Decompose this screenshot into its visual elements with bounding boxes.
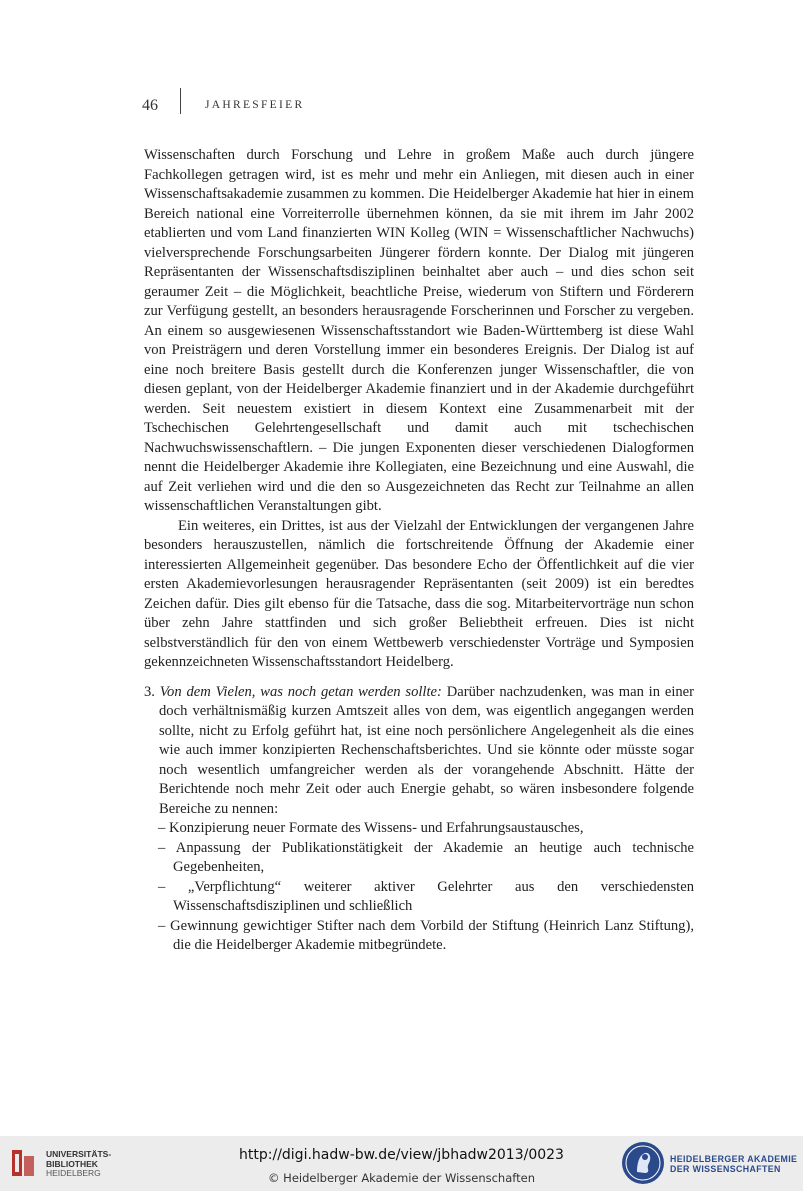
list-item: – Konzipierung neuer Formate des Wissens- und Erfahrungsaustausches, [158,820,584,836]
paragraph: Wissenschaften durch Forschung und Lehre in großem Maße auch durch jüngere Fachkollegen getragen wird, ist es mehr und mehr ein Anliegen, mit diesen auch in einer Wissenschaftsakademie zusammen zu kommen. Die Heidelberger Akademie hat hier in einem Bereich national eine Vorreiterrolle übernehmen können, da sie mit ihrem im Jahr 2002 etablierten und vom Land finanzierten WIN Kolleg (WIN = Wissenschaftlicher Nachwuchs) vielversprechende Forschungsarbeiten Jüngerer fördern konnte. Der Dialog mit jüngeren Repräsentanten der Wissenschaftsdisziplinen beinhaltet aber auch – und dies schon seit geraumer Zeit – die Möglichkeit, beachtliche Preise, wiederum von Stiftern und Förderern zur Verfügung gestellt, an besonders herausragende Forscherinnen und Forscher zu vergeben. An einem so ausgewiesenen Wissenschaftsstandort wie Baden-Württemberg ist diese Wahl von Preisträgern und deren Vorstellung immer ein besonderes Ereignis. Der Dialog ist auf eine noch breitere Basis gestellt durch die Konferenzen junger Wissenschaftler, die von diesen geplant, von der Heidelberger Akademie finanziert und in der Akademie durchgeführt werden. Seit neuestem existiert in diesem Kontext eine Zusammenarbeit mit der Tschechischen Gelehrtengesellschaft und damit auch mit tschechischen Nachwuchswissenschaftlern. – Die jungen Exponenten dieser verschiedenen Dialogformen nennt die Heidelberger Akademie ihre Kollegiaten, eine Bezeichnung und eine Auswahl, die auf Zeit verliehen wird und die den so Ausgezeichneten das Recht zur Teilnahme an allen wissenschaftlichen Veranstaltungen gibt. [144,147,694,514]
body-text [144,146,694,956]
hadw-logo-text [670,1154,797,1174]
hadw-logo[interactable] [620,1140,800,1188]
ub-logo-line: UNIVERSITÄTS- [46,1149,112,1159]
list-item: – Gewinnung gewichtiger Stifter nach dem Vorbild der Stiftung (Heinrich Lanz Stiftung), die die Heidelberger Akademie mitbegründete. [158,917,694,953]
list-item: – „Verpflichtung“ weiterer aktiver Gelehrter aus den verschiedensten Wissenschaftsdisziplinen und schließlich [158,878,694,914]
copyright-notice: © Heidelberger Akademie der Wissenschaften [268,1171,535,1185]
ub-logo-line: BIBLIOTHEK [46,1158,98,1169]
section-title: Von dem Vielen, was noch getan werden sollte: [159,683,442,700]
running-title: JAHRESFEIER [205,99,305,111]
section-text: Darüber nachzudenken, was man in einer doch verhältnismäßig kurzen Amtszeit alles von dem, was eigentlich angegangen werden sollte, nicht zu Erfolg geführt hat, ist eine noch persönlichere Angelegenheit als die eines wie auch immer konzipierten Rechenschaftsberichtes. Und sie könnte oder müsste sogar noch wesentlich umfangreicher werden als der vorangehende Abschnitt. Hätte der Berichtende noch mehr Zeit oder auch Energie gehabt, so wären insbesondere folgende Bereiche zu nennen: [159,683,695,817]
hadw-logo-line: DER WISSENSCHAFTEN [670,1164,781,1174]
footer-bar [0,1136,803,1191]
dash-list [144,819,694,956]
list-item: – Anpassung der Publikationstätigkeit der Akademie an heutige auch technische Gegebenheiten, [158,839,694,875]
page-number: 46 [142,97,158,114]
paragraph: Ein weiteres, ein Drittes, ist aus der Vielzahl der Entwicklungen der vergangenen Jahre besonders herauszustellen, nämlich die fortschreitende Öffnung der Akademie einer interessierten Allgemeinheit gegenüber. Das besondere Echo der Öffentlichkeit auf die vier ersten Akademievorlesungen herausragender Repräsentanten (seit 2009) ist ein beredtes Zeichen dafür. Dies gilt ebenso für die Tatsache, dass die sog. Mitarbeitervorträge nun schon über zehn Jahre stattfinden und sich großer Beliebtheit erfreuen. Dies ist nicht selbstverständlich für den von einem Wettbewerb verschiedenster Vorträge und Symposien gekennzeichneten Wissenschaftsstandort Heidelberg. [144,517,694,670]
hadw-logo-line: HEIDELBERGER AKADEMIE [670,1154,798,1164]
academy-seal-icon [620,1140,666,1186]
section-number: 3. [144,683,160,700]
numbered-section [144,683,694,820]
permalink-url[interactable]: http://digi.hadw-bw.de/view/jbhadw2013/0023 [239,1147,564,1163]
header-divider [180,88,181,114]
ub-logo-line: HEIDELBERG [46,1168,101,1178]
page-header [140,88,700,118]
